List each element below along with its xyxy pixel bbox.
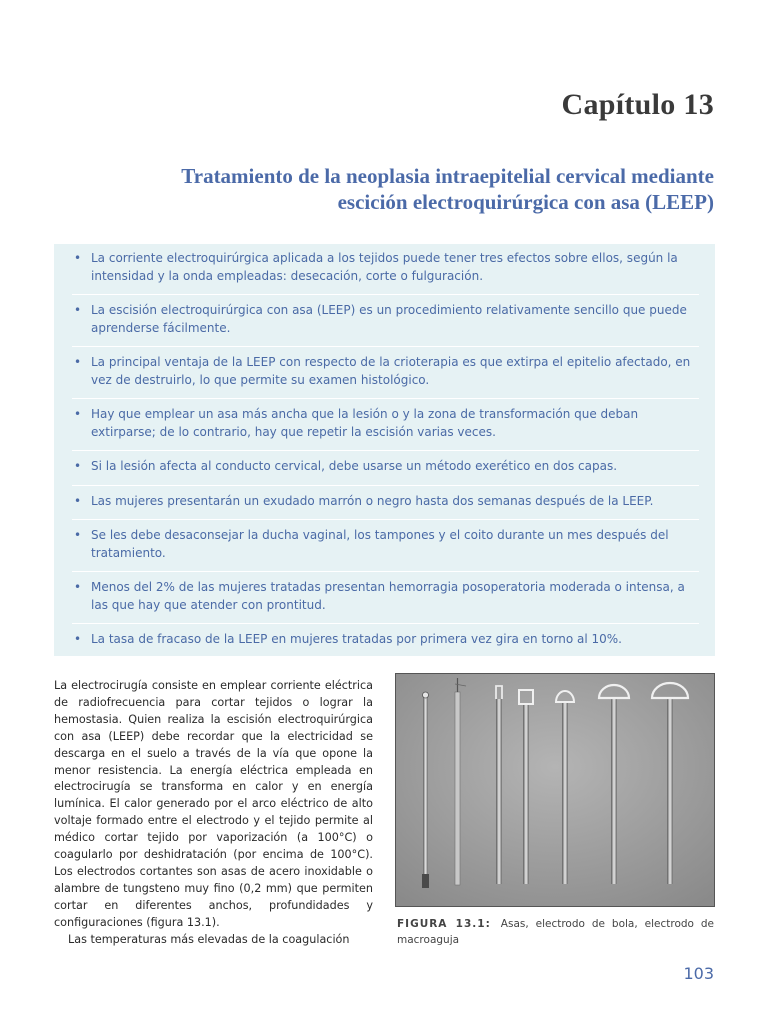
chapter-heading: Capítulo 13 <box>561 88 714 121</box>
figure-photo <box>395 673 715 907</box>
key-point: • La escisión electroquirúrgica con asa (LEEP) es un procedimiento relativamente sencillo que puede aprenderse fácilmente. <box>72 302 699 347</box>
body-paragraph: Las temperaturas más elevadas de la coagulación <box>68 932 350 946</box>
page-number: 103 <box>683 964 714 983</box>
key-points-list <box>72 250 699 658</box>
figure-label: FIGURA 13.1: <box>397 918 491 930</box>
key-point: • Hay que emplear un asa más ancha que la lesión o y la zona de transformación que deban extirparse; de lo contrario, hay que repetir la escisión varias veces. <box>72 406 699 451</box>
body-text <box>54 678 373 949</box>
key-point: • La corriente electroquirúrgica aplicada a los tejidos puede tener tres efectos sobre ellos, según la intensidad y la onda empleadas: desecación, corte o fulguración. <box>72 250 699 295</box>
chapter-title-line-2: escición electroquirúrgica con asa (LEEP) <box>337 190 714 214</box>
key-points-box <box>54 244 715 656</box>
key-point: • La tasa de fracaso de la LEEP en mujeres tratadas por primera vez gira en torno al 10%. <box>72 631 699 658</box>
electrodes-photo-illustration <box>396 674 714 906</box>
loop-electrode <box>496 686 502 884</box>
key-point: • Las mujeres presentarán un exudado marrón o negro hasta dos semanas después de la LEEP. <box>72 493 699 521</box>
figure-caption-text: Asas, electrodo de bola, electrodo de macroaguja <box>397 918 715 946</box>
key-point: • Si la lesión afecta al conducto cervical, debe usarse un método exerético en dos capas. <box>72 458 699 486</box>
key-point: • Menos del 2% de las mujeres tratadas presentan hemorragia posoperatoria moderada o intensa, a las que hay que atender con prontitud. <box>72 579 699 624</box>
ball-electrode <box>422 692 429 888</box>
key-point: • Se les debe desaconsejar la ducha vaginal, los tampones y el coito durante un mes después del tratamiento. <box>72 527 699 572</box>
figure-caption <box>397 916 714 948</box>
chapter-title-line-1: Tratamiento de la neoplasia intraepitelial cervical mediante <box>181 164 714 188</box>
chapter-title <box>74 163 714 215</box>
key-point: • La principal ventaja de la LEEP con respecto de la crioterapia es que extirpa el epitelio afectado, en vez de destruirlo, lo que permite su examen histológico. <box>72 354 699 399</box>
body-paragraph: La electrocirugía consiste en emplear corriente eléctrica de radiofrecuencia para cortar tejidos o lograr la hemostasia. Quien realiza la escisión electroquirúrgica con asa (LEEP) debe recordar que la electricidad se descarga en el suelo a través de la vía que opone la menor resistencia. La energía eléctrica empleada en electrocirugía se transforma en calor y en energía lumínica. El calor generado por el arco eléctrico de alto voltaje formado entre el electrodo y el tejido permite al médico cortar tejido por vaporización (a 100°C) o coagularlo por deshidratación (por encima de 100°C). Los electrodos cortantes son asas de acero inoxidable o alambre de tungsteno muy fino (0,2 mm) que permiten cortar en diferentes anchos, profundidades y configuraciones (figura 13.1). <box>54 679 373 929</box>
